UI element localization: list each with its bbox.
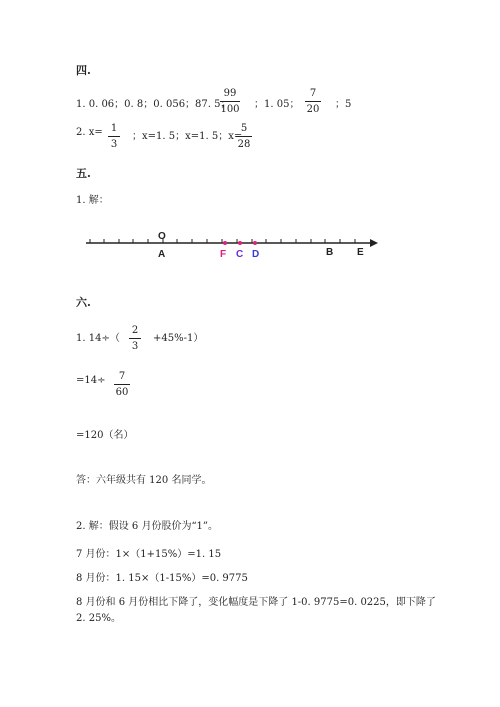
section-5-title: 五. bbox=[76, 167, 91, 180]
label-B: B bbox=[326, 247, 334, 258]
fraction-denominator: 28 bbox=[237, 139, 251, 150]
label-C: C bbox=[236, 249, 244, 260]
q6-1-answer: 答：六年级共有 120 名同学。 bbox=[76, 475, 212, 486]
fraction-bar bbox=[220, 101, 240, 102]
fraction-1-3 bbox=[108, 122, 120, 151]
q6-1-post: +45%-1） bbox=[153, 333, 204, 344]
fraction-denominator: 100 bbox=[220, 104, 240, 115]
fraction-denominator: 20 bbox=[306, 104, 320, 115]
fraction-7-60 bbox=[114, 370, 130, 399]
fraction-2-3 bbox=[129, 324, 141, 353]
fraction-denominator: 3 bbox=[131, 341, 139, 352]
section-4-title: 四. bbox=[76, 64, 91, 77]
label-A: A bbox=[158, 249, 166, 260]
q6-1-result: =120（名） bbox=[76, 430, 134, 441]
fraction-numerator: 7 bbox=[309, 88, 317, 99]
fraction-bar bbox=[108, 136, 120, 137]
q4-1-end: ；5 bbox=[335, 99, 352, 110]
label-D: D bbox=[252, 249, 260, 260]
label-E: E bbox=[357, 247, 364, 258]
q4-1-mid: ；1. 05； bbox=[254, 99, 300, 110]
section-6-title: 六. bbox=[76, 296, 91, 309]
fraction-numerator: 99 bbox=[223, 88, 237, 99]
fraction-numerator: 5 bbox=[240, 123, 248, 134]
fraction-numerator: 2 bbox=[131, 325, 139, 336]
fraction-bar bbox=[236, 136, 252, 137]
fraction-bar bbox=[114, 384, 130, 385]
q6-2-text: 2. 解：假设 6 月份股价为“1”。 bbox=[76, 521, 219, 532]
point-C bbox=[238, 241, 242, 245]
fraction-99-100 bbox=[220, 87, 240, 116]
label-F: F bbox=[220, 249, 227, 260]
q6-2-comparison-cont: 2. 25%。 bbox=[76, 613, 121, 624]
arrow-icon bbox=[370, 239, 378, 247]
fraction-denominator: 3 bbox=[110, 139, 118, 150]
q4-2-text: 2. x= bbox=[76, 127, 103, 138]
fraction-7-20 bbox=[305, 87, 321, 116]
number-line bbox=[0, 225, 500, 285]
fraction-5-28 bbox=[236, 122, 252, 151]
fraction-numerator: 7 bbox=[118, 371, 126, 382]
q4-1-text: 1. 0. 06；0. 8；0. 056；87. 5； bbox=[76, 99, 231, 110]
point-F bbox=[223, 241, 227, 245]
q6-2-july: 7 月份：1×（1+15%）=1. 15 bbox=[76, 549, 222, 560]
q6-2-august: 8 月份：1. 15×（1-15%）=0. 9775 bbox=[76, 573, 248, 584]
q6-2-comparison: 8 月份和 6 月份相比下降了，变化幅度是下降了 1-0. 9775=0. 0225，即下降了 bbox=[76, 597, 436, 608]
fraction-bar bbox=[129, 338, 141, 339]
fraction-denominator: 60 bbox=[115, 387, 129, 398]
q6-1-step2: =14÷ bbox=[76, 375, 106, 386]
q6-1-pre: 1. 14÷（ bbox=[76, 333, 120, 344]
q5-1-text: 1. 解： bbox=[76, 195, 109, 206]
point-D bbox=[253, 241, 257, 245]
fraction-bar bbox=[305, 101, 321, 102]
label-O: O bbox=[158, 231, 166, 242]
q4-2-mid: ；x=1. 5；x=1. 5；x= bbox=[132, 131, 243, 142]
fraction-numerator: 1 bbox=[110, 123, 118, 134]
